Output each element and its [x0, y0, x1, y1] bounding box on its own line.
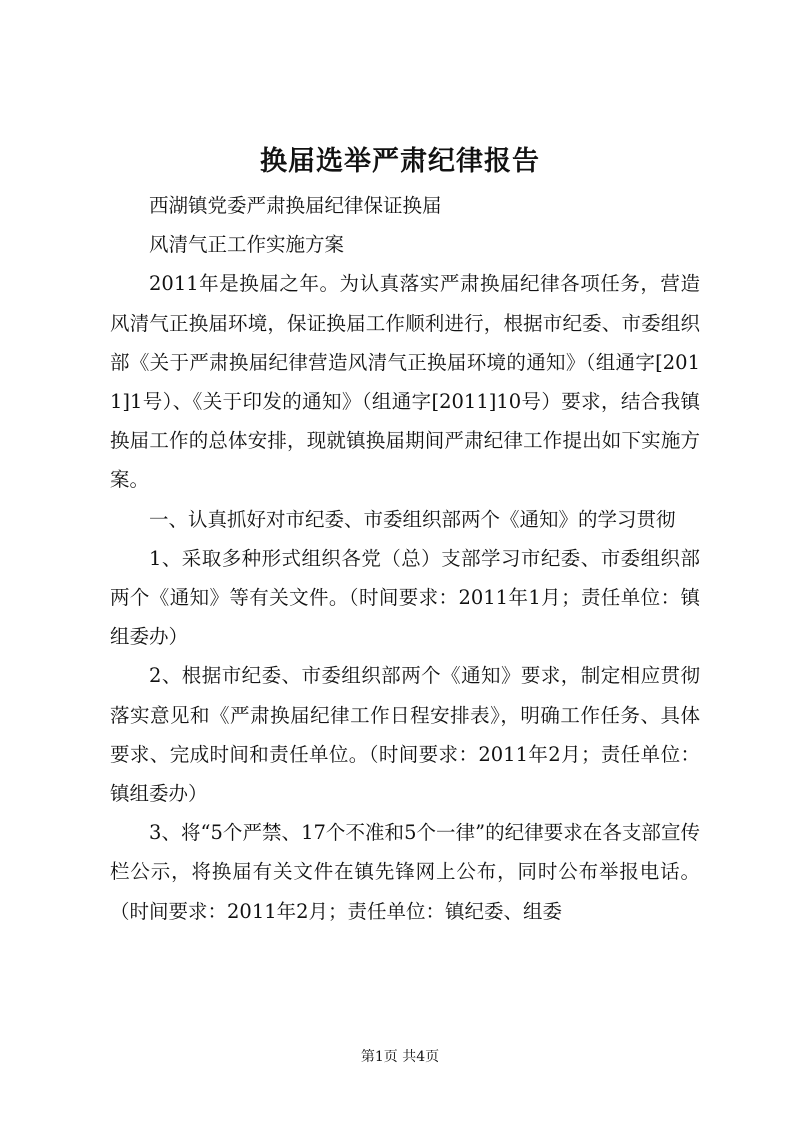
page-footer: 第1页 共4页 — [360, 1049, 440, 1065]
paragraph: 西湖镇党委严肃换届纪律保证换届 — [149, 194, 442, 217]
paragraph: 一、认真抓好对市纪委、市委组织部两个《通知》的学习贯彻 — [149, 507, 676, 531]
document-title: 换届选举严肃纪律报告 — [260, 146, 540, 177]
paragraph: 3、将“5个严禁、17个不准和5个一律”的纪律要求在各支部宣传栏公示，将换届有关文件在镇先锋网上公布，同时公布举报电话。（时间要求：2011年2月；责任单位：镇纪委、组委 — [110, 821, 700, 923]
paragraph: 1、采取多种形式组织各党（总）支部学习市纪委、市委组织部两个《通知》等有关文件。（时间要求：2011年1月；责任单位：镇组委办） — [110, 546, 700, 649]
paragraph: 风清气正工作实施方案 — [149, 233, 345, 257]
document-body — [110, 186, 700, 931]
paragraph: 2011年是换届之年。为认真落实严肃换届纪律各项任务，营造风清气正换届环境，保证换届工作顺利进行，根据市纪委、市委组织部《关于严肃换届纪律营造风清气正换届环境的通知》（组通字[2011]1号）、《关于印发的通知》（组通字[2011]10号）要求，结合我镇换届工作的总体安排，现就镇换届期间严肃纪律工作提出如下实施方案。 — [110, 272, 700, 492]
paragraph: 2、根据市纪委、市委组织部两个《通知》要求，制定相应贯彻落实意见和《严肃换届纪律工作日程安排表》，明确工作任务、具体要求、完成时间和责任单位。（时间要求：2011年2月；责任单位：镇组委办） — [110, 664, 700, 806]
